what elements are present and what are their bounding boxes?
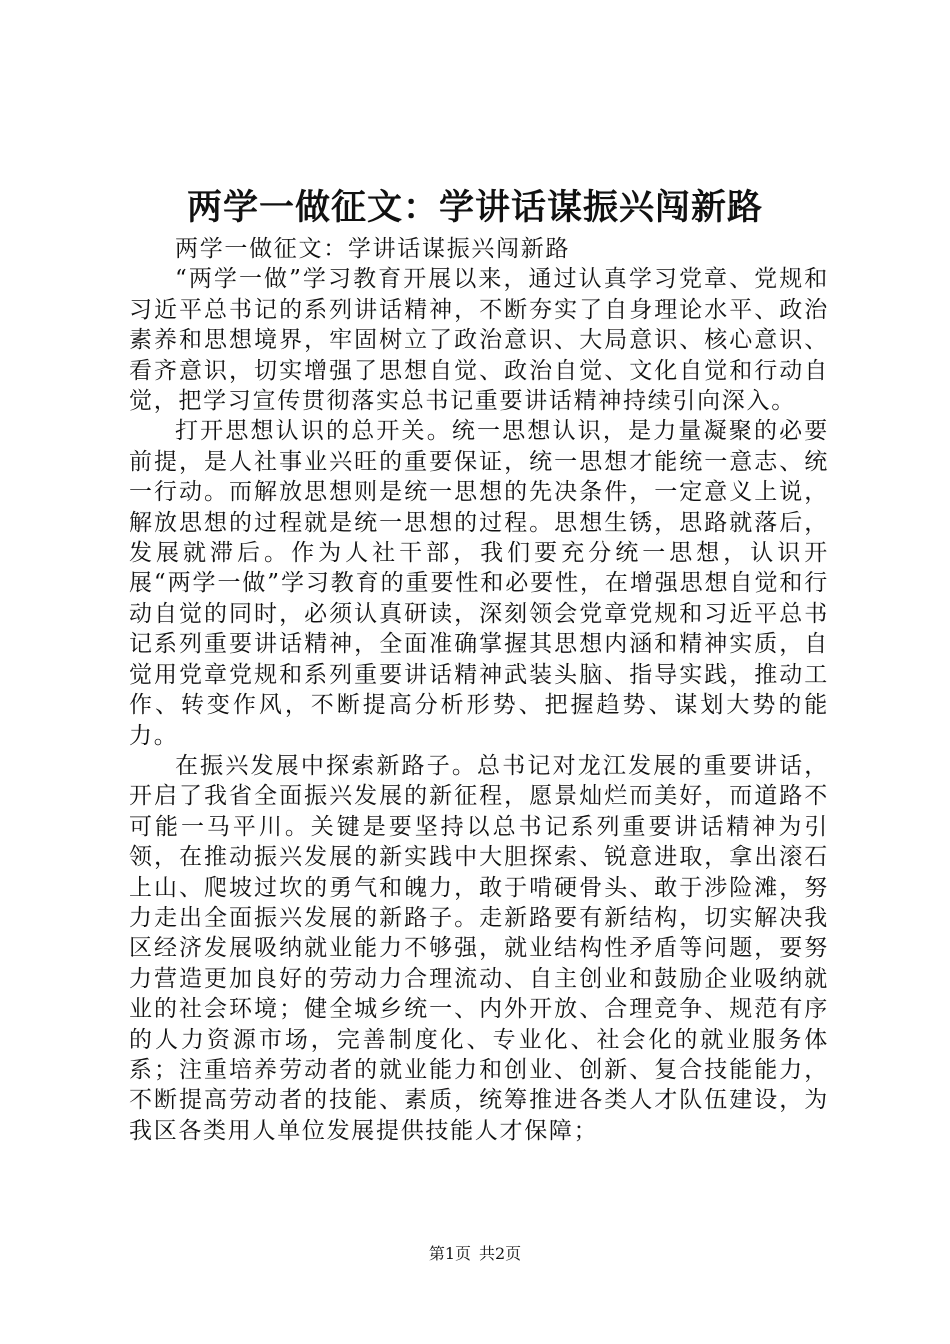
page-number-current: 第1页 xyxy=(428,1244,471,1263)
paragraph-thought: 打开思想认识的总开关。统一思想认识，是力量凝聚的必要前提，是人社事业兴旺的重要保证，统一思想才能统一意志、统一行动。而解放思想则是统一思想的先决条件，一定意义上说，解放思想的过程就是统一思想的过程。思想生锈，思路就落后，发展就滞后。作为人社干部，我们要充分统一思想，认识开展“两学一做”学习教育的重要性和必要性，在增强思想自觉和行动自觉的同时，必须认真研读，深刻领会党章党规和习近平总书记系列重要讲话精神，全面准确掌握其思想内涵和精神实质，自觉用党章党规和系列重要讲话精神武装头脑、指导实践，推动工作、转变作风，不断提高分析形势、把握趋势、谋划大势的能力。 xyxy=(129,418,829,749)
paragraph-intro: “两学一做”学习教育开展以来，通过认真学习党章、党规和习近平总书记的系列讲话精神，不断夯实了自身理论水平、政治素养和思想境界，牢固树立了政治意识、大局意识、核心意识、看齐意识，切实增强了思想自觉、政治自觉、文化自觉和行动自觉，把学习宣传贯彻落实总书记重要讲话精神持续引向深入。 xyxy=(129,266,829,415)
paragraph-subtitle: 两学一做征文：学讲话谋振兴闯新路 xyxy=(175,236,571,262)
page-footer xyxy=(0,1243,950,1265)
page-number-total: 共2页 xyxy=(479,1244,522,1263)
paragraph-revitalization: 在振兴发展中探索新路子。总书记对龙江发展的重要讲话，开启了我省全面振兴发展的新征程，愿景灿烂而美好，而道路不可能一马平川。关键是要坚持以总书记系列重要讲话精神为引领，在推动振兴发展的新实践中大胆探索、锐意进取，拿出滚石上山、爬坡过坎的勇气和魄力，敢于啃硬骨头、敢于涉险滩，努力走出全面振兴发展的新路子。走新路要有新结构，切实解决我区经济发展吸纳就业能力不够强，就业结构性矛盾等问题，要努力营造更加良好的劳动力合理流动、自主创业和鼓励企业吸纳就业的社会环境；健全城乡统一、内外开放、合理竞争、规范有序的人力资源市场，完善制度化、专业化、社会化的就业服务体系；注重培养劳动者的就业能力和创业、创新、复合技能能力，不断提高劳动者的技能、素质，统筹推进各类人才队伍建设，为我区各类用人单位发展提供技能人才保障； xyxy=(129,752,829,1144)
document-body xyxy=(129,234,829,1146)
document-title: 两学一做征文：学讲话谋振兴闯新路 xyxy=(186,187,763,228)
